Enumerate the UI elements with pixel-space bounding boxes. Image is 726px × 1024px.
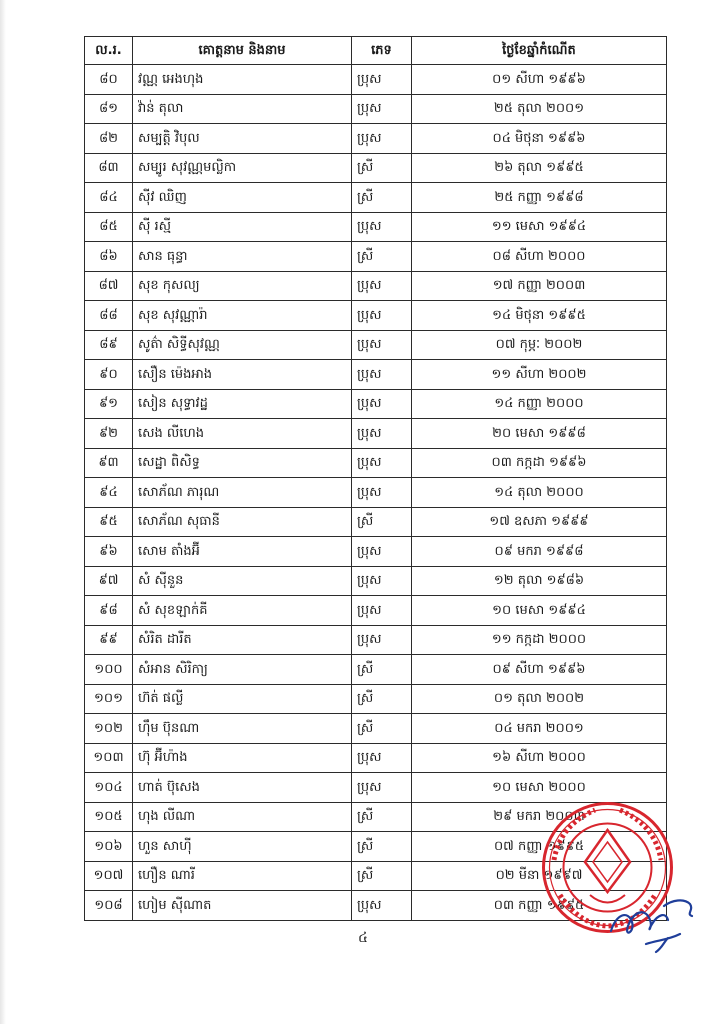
row-number: ៩៥ [85, 507, 133, 537]
student-sex: ប្រុស [352, 448, 412, 478]
table-row [85, 625, 667, 655]
student-name: ហ៊ត់ ផល្លី [133, 684, 352, 714]
date-of-birth: ២៥ តុលា ២០០១ [412, 94, 667, 124]
date-of-birth: ១៧ កញ្ញា ២០០៣ [412, 271, 667, 301]
row-number: ៩២ [85, 419, 133, 449]
date-of-birth: ០៧ កញ្ញា ១៩៩៥ [412, 832, 667, 862]
table-row [85, 330, 667, 360]
row-number: ៩៩ [85, 625, 133, 655]
date-of-birth: ០១ តុលា ២០០២ [412, 684, 667, 714]
student-sex: ប្រុស [352, 625, 412, 655]
row-number: ៨៥ [85, 212, 133, 242]
student-name: វណ្ណ អេងហុង [133, 65, 352, 95]
student-name: សំរិត ដារីត [133, 625, 352, 655]
date-of-birth: ០២ មីនា ១៩៩៧ [412, 861, 667, 891]
row-number: ៩៤ [85, 478, 133, 508]
date-of-birth: ១៤ កញ្ញា ២០០០ [412, 389, 667, 419]
date-of-birth: ២៥ កញ្ញា ១៩៩៨ [412, 183, 667, 213]
student-name: សេដ្ឋា ពិសិទ្ធ [133, 448, 352, 478]
table-row [85, 242, 667, 272]
student-sex: ស្រី [352, 684, 412, 714]
date-of-birth: ២០ មេសា ១៩៩៨ [412, 419, 667, 449]
student-name: សុខ កុសល្យ [133, 271, 352, 301]
student-sex: ស្រី [352, 183, 412, 213]
student-sex: ប្រុស [352, 419, 412, 449]
student-sex: ប្រុស [352, 301, 412, 331]
student-sex: ប្រុស [352, 360, 412, 390]
table-row [85, 419, 667, 449]
student-name: សោម តាំងអ៊ី [133, 537, 352, 567]
table-body [85, 65, 667, 921]
table-row [85, 478, 667, 508]
row-number: ៩១ [85, 389, 133, 419]
student-name: សំ ស៊ីនួន [133, 566, 352, 596]
table-row [85, 389, 667, 419]
student-name: សម្បូរ សុវណ្ណមល្លិកា [133, 153, 352, 183]
header-name: គោត្តនាម និងនាម [133, 37, 352, 65]
table-row [85, 124, 667, 154]
row-number: ១០៧ [85, 861, 133, 891]
student-sex: ប្រុស [352, 743, 412, 773]
table-row [85, 360, 667, 390]
table-row [85, 183, 667, 213]
student-sex: ស្រី [352, 832, 412, 862]
student-sex: ប្រុស [352, 891, 412, 921]
date-of-birth: ០៩ មករា ១៩៩៨ [412, 537, 667, 567]
table-row [85, 566, 667, 596]
row-number: ១០២ [85, 714, 133, 744]
student-sex: ប្រុស [352, 330, 412, 360]
student-name: សម្បត្តិ វិបុល [133, 124, 352, 154]
row-number: ១០៨ [85, 891, 133, 921]
student-name: ស៊ីវ ឈិញ [133, 183, 352, 213]
student-sex: ប្រុស [352, 596, 412, 626]
student-roster-table [84, 36, 667, 921]
date-of-birth: ១២ តុលា ១៩៨៦ [412, 566, 667, 596]
row-number: ១០៦ [85, 832, 133, 862]
row-number: ៩៧ [85, 566, 133, 596]
student-sex: ប្រុស [352, 212, 412, 242]
date-of-birth: ១១ មេសា ១៩៩៤ [412, 212, 667, 242]
table-row [85, 212, 667, 242]
row-number: ៨៤ [85, 183, 133, 213]
table-row [85, 596, 667, 626]
student-name: ហ៊ុ អ៊ីហ៉ាង [133, 743, 352, 773]
student-name: សៀន សុទ្ធាវដ្ឋ [133, 389, 352, 419]
student-sex: ប្រុស [352, 65, 412, 95]
row-number: ៨០ [85, 65, 133, 95]
date-of-birth: ២៩ មករា ២០០៣ [412, 802, 667, 832]
student-name: សោភ័ណ សុធានី [133, 507, 352, 537]
table-row [85, 65, 667, 95]
table-row [85, 714, 667, 744]
table-row [85, 537, 667, 567]
row-number: ៨៣ [85, 153, 133, 183]
row-number: ៩៦ [85, 537, 133, 567]
row-number: ១០១ [85, 684, 133, 714]
row-number: ១០៥ [85, 802, 133, 832]
student-name: សាន ធុន្ធា [133, 242, 352, 272]
date-of-birth: ១៧ ឧសភា ១៩៩៩ [412, 507, 667, 537]
table-row [85, 507, 667, 537]
row-number: ៩៣ [85, 448, 133, 478]
student-name: សេង លីហេង [133, 419, 352, 449]
date-of-birth: ១៦ សីហា ២០០០ [412, 743, 667, 773]
student-name: សំអាន សិរិកា្យ [133, 655, 352, 685]
table-row [85, 743, 667, 773]
table-row [85, 655, 667, 685]
date-of-birth: ០៩ សីហា ១៩៩៦ [412, 655, 667, 685]
row-number: ១០៣ [85, 743, 133, 773]
date-of-birth: ១៤ មិថុនា ១៩៩៥ [412, 301, 667, 331]
student-name: ស៊ី រស្មី [133, 212, 352, 242]
student-sex: ស្រី [352, 242, 412, 272]
student-name: វ៉ាន់ តុលា [133, 94, 352, 124]
student-sex: ស្រី [352, 655, 412, 685]
student-name: ហាត់ ប៊ុសេង [133, 773, 352, 803]
header-date-of-birth: ថ្ងៃខែឆ្នាំកំណើត [412, 37, 667, 65]
student-sex: ស្រី [352, 714, 412, 744]
student-name: សំ សុខឡាក់គី [133, 596, 352, 626]
table-row [85, 271, 667, 301]
row-number: ១០៤ [85, 773, 133, 803]
date-of-birth: ០៨ សីហា ២០០០ [412, 242, 667, 272]
signature [606, 886, 702, 956]
table-header-row [85, 37, 667, 65]
student-name: ហួន សាហ៊ី [133, 832, 352, 862]
table-row [85, 153, 667, 183]
student-sex: ស្រី [352, 153, 412, 183]
date-of-birth: ០៧ កុម្ភៈ ២០០២ [412, 330, 667, 360]
date-of-birth: ០១ សីហា ១៩៩៦ [412, 65, 667, 95]
student-name: សុខ សុវណ្ណារ៉ា [133, 301, 352, 331]
student-sex: ស្រី [352, 861, 412, 891]
table-row [85, 301, 667, 331]
student-sex: ប្រុស [352, 124, 412, 154]
table-row [85, 773, 667, 803]
row-number: ៨៩ [85, 330, 133, 360]
student-sex: ប្រុស [352, 94, 412, 124]
row-number: ៨៨ [85, 301, 133, 331]
page-number: ៤ [358, 930, 368, 946]
date-of-birth: ១១ សីហា ២០០២ [412, 360, 667, 390]
row-number: ៩០ [85, 360, 133, 390]
student-sex: ប្រុស [352, 566, 412, 596]
row-number: ៨២ [85, 124, 133, 154]
date-of-birth: ០៣ កញ្ញា ១៩៩៥ [412, 891, 667, 921]
student-sex: ស្រី [352, 507, 412, 537]
student-name: ហុង លីណា [133, 802, 352, 832]
row-number: ៩៨ [85, 596, 133, 626]
student-sex: ស្រី [352, 802, 412, 832]
table-row [85, 448, 667, 478]
student-sex: ប្រុស [352, 271, 412, 301]
table-row [85, 684, 667, 714]
student-sex: ប្រុស [352, 478, 412, 508]
row-number: ៨៧ [85, 271, 133, 301]
student-sex: ប្រុស [352, 537, 412, 567]
date-of-birth: ០៤ មិថុនា ១៩៩៦ [412, 124, 667, 154]
date-of-birth: ០៣ កក្កដា ១៩៩៦ [412, 448, 667, 478]
date-of-birth: ២៦ តុលា ១៩៩៥ [412, 153, 667, 183]
row-number: ៨១ [85, 94, 133, 124]
row-number: ៨៦ [85, 242, 133, 272]
page-edge-shadow [0, 0, 6, 1024]
row-number: ១០០ [85, 655, 133, 685]
student-name: ហៀម ស៊ីណាត [133, 891, 352, 921]
student-name: ហឿន ណារី [133, 861, 352, 891]
header-number: ល.រ. [85, 37, 133, 65]
date-of-birth: ១៤ តុលា ២០០០ [412, 478, 667, 508]
student-sex: ប្រុស [352, 773, 412, 803]
student-name: ហ៊ឹម ប៊ុនណា [133, 714, 352, 744]
date-of-birth: ១១ កក្កដា ២០០០ [412, 625, 667, 655]
header-sex: ភេទ [352, 37, 412, 65]
date-of-birth: ១០ មេសា ២០០០ [412, 773, 667, 803]
student-sex: ប្រុស [352, 389, 412, 419]
student-name: សូត៌ា សិទ្ធីសុវណ្ណ [133, 330, 352, 360]
student-name: សោភ័ណ ភារុណ [133, 478, 352, 508]
table-row [85, 94, 667, 124]
date-of-birth: ០៤ មករា ២០០១ [412, 714, 667, 744]
date-of-birth: ១០ មេសា ១៩៩៤ [412, 596, 667, 626]
student-name: សឿន ម៉េងអាង [133, 360, 352, 390]
